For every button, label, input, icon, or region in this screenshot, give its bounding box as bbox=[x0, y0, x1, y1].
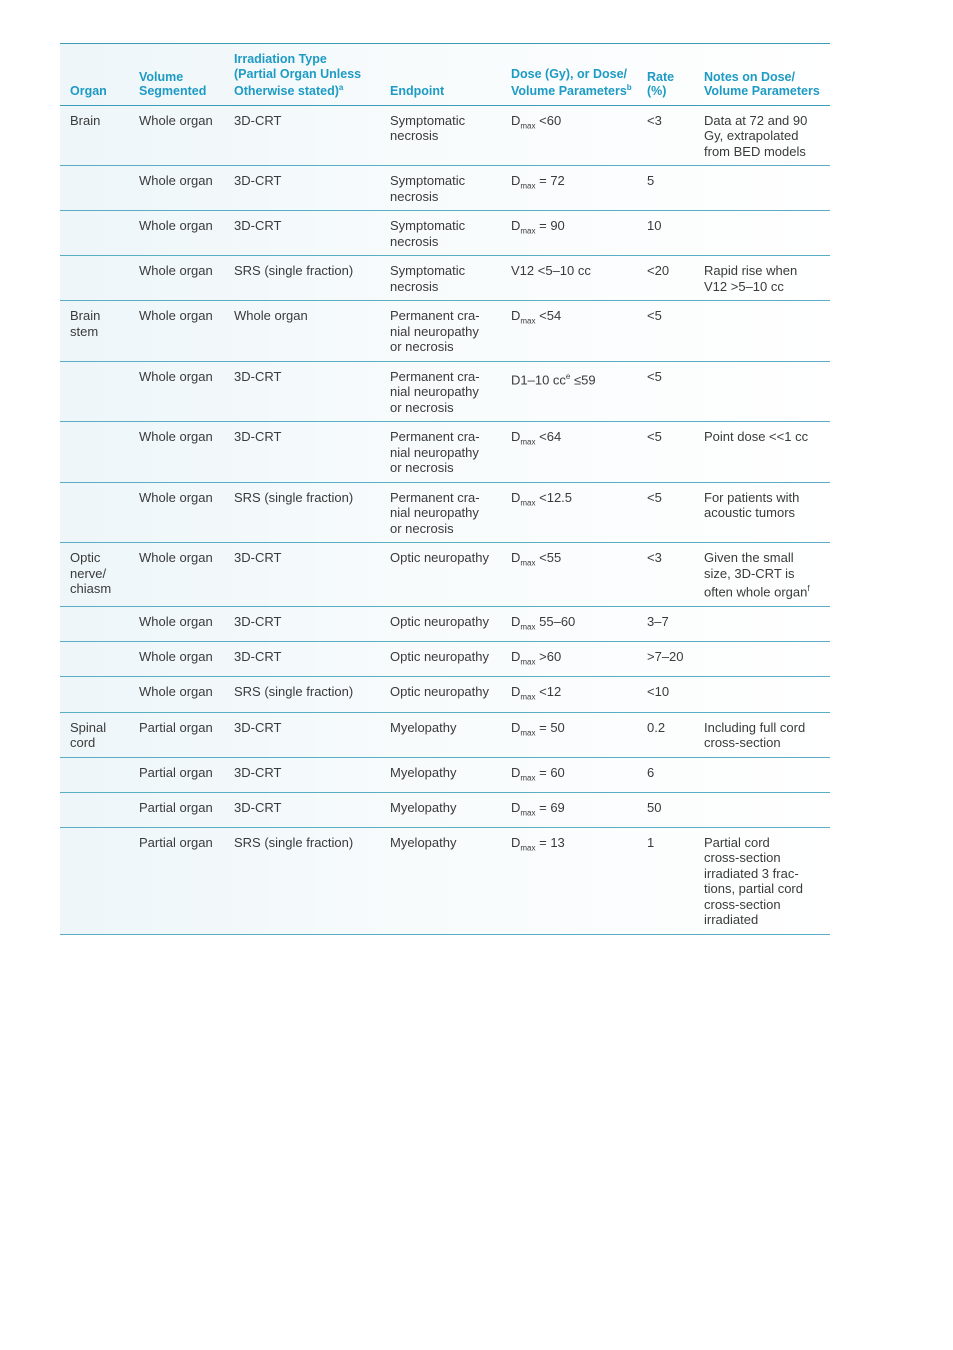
cell-notes-text: Data at 72 and 90 Gy, extrapolated from BED models bbox=[704, 112, 808, 159]
cell-irradiation bbox=[224, 712, 380, 757]
cell-dose bbox=[501, 301, 637, 362]
cell-volume-text: Whole organ bbox=[139, 308, 213, 324]
dose-constraints-table-container bbox=[60, 43, 830, 935]
cell-organ bbox=[60, 166, 129, 211]
cell-rate-text: 1 bbox=[647, 834, 655, 850]
cell-dose-subscript: max bbox=[520, 121, 536, 131]
cell-organ bbox=[60, 301, 129, 362]
cell-endpoint bbox=[380, 827, 501, 934]
header-irradiation-type: Irradiation Type (Partial Organ Unless Otherwise stated)$^a$ bbox=[224, 44, 380, 105]
cell-irradiation bbox=[224, 607, 380, 642]
cell-irradiation bbox=[224, 422, 380, 483]
cell-endpoint bbox=[380, 256, 501, 301]
cell-rate-text: <5 bbox=[647, 429, 662, 445]
cell-rate bbox=[637, 642, 694, 677]
cell-dose-main: D bbox=[511, 719, 521, 735]
cell-dose-main: D1–10 cc bbox=[511, 372, 566, 388]
cell-organ-text: Spinal cord bbox=[70, 719, 107, 751]
cell-dose-main: D bbox=[511, 764, 521, 780]
header-irradiation-footnote: a bbox=[338, 83, 344, 93]
cell-notes-text: Partial cord cross-section irradiated 3 frac- tions, partial cord cross-section irradiated bbox=[704, 834, 803, 928]
cell-volume bbox=[129, 712, 224, 757]
cell-dose-subscript: max bbox=[520, 317, 536, 327]
cell-irradiation bbox=[224, 256, 380, 301]
cell-endpoint-text: Optic neuropathy bbox=[390, 649, 490, 665]
cell-notes bbox=[694, 256, 830, 301]
cell-volume bbox=[129, 211, 224, 256]
cell-notes bbox=[694, 422, 830, 483]
header-dose-footnote: b bbox=[626, 83, 632, 93]
table-row bbox=[60, 827, 830, 934]
cell-irradiation-text: 3D-CRT bbox=[234, 218, 282, 234]
cell-dose-value: <60 bbox=[535, 112, 562, 128]
cell-volume bbox=[129, 543, 224, 607]
cell-dose bbox=[501, 166, 637, 211]
cell-irradiation bbox=[224, 211, 380, 256]
cell-notes bbox=[694, 677, 830, 712]
cell-dose-superscript: e bbox=[565, 371, 571, 381]
cell-dose-main: D bbox=[511, 614, 521, 630]
cell-dose-subscript: max bbox=[520, 843, 536, 853]
cell-rate bbox=[637, 211, 694, 256]
cell-notes bbox=[694, 827, 830, 934]
cell-irradiation bbox=[224, 543, 380, 607]
cell-dose-main: D bbox=[511, 112, 521, 128]
cell-dose bbox=[501, 543, 637, 607]
cell-dose-subscript: max bbox=[520, 808, 536, 818]
cell-volume-text: Whole organ bbox=[139, 614, 213, 630]
cell-dose-value: ≤59 bbox=[570, 372, 596, 388]
cell-notes bbox=[694, 642, 830, 677]
cell-endpoint-text: Permanent cra- nial neuropathy or necrosis bbox=[390, 429, 480, 476]
cell-rate bbox=[637, 301, 694, 362]
cell-rate-text: 5 bbox=[647, 173, 655, 189]
cell-dose-main: V12 <5–10 cc bbox=[511, 263, 591, 279]
cell-endpoint bbox=[380, 792, 501, 827]
cell-rate bbox=[637, 166, 694, 211]
cell-volume-text: Partial organ bbox=[139, 719, 213, 735]
cell-volume bbox=[129, 105, 224, 166]
header-endpoint: Endpoint bbox=[380, 44, 501, 105]
cell-endpoint bbox=[380, 712, 501, 757]
header-rate: Rate (%) bbox=[637, 44, 694, 105]
cell-dose-subscript: max bbox=[520, 182, 536, 192]
cell-endpoint-text: Optic neuropathy bbox=[390, 614, 490, 630]
cell-endpoint bbox=[380, 422, 501, 483]
table-row bbox=[60, 757, 830, 792]
cell-dose-subscript: max bbox=[520, 657, 536, 667]
cell-dose bbox=[501, 482, 637, 543]
cell-irradiation-text: SRS (single fraction) bbox=[234, 489, 354, 505]
cell-volume bbox=[129, 301, 224, 362]
cell-irradiation-text: SRS (single fraction) bbox=[234, 263, 354, 279]
cell-organ bbox=[60, 256, 129, 301]
cell-endpoint-text: Optic neuropathy bbox=[390, 684, 490, 700]
cell-rate-text: >7–20 bbox=[647, 649, 684, 665]
cell-dose bbox=[501, 422, 637, 483]
cell-dose-main: D bbox=[511, 489, 521, 505]
cell-notes-superscript: f bbox=[807, 584, 810, 594]
cell-organ bbox=[60, 827, 129, 934]
cell-dose-subscript: max bbox=[520, 693, 536, 703]
cell-dose-value: = 69 bbox=[535, 799, 565, 815]
cell-rate bbox=[637, 422, 694, 483]
cell-notes-text: Point dose <<1 cc bbox=[704, 429, 809, 445]
cell-dose-value: >60 bbox=[535, 649, 562, 665]
cell-endpoint-text: Symptomatic necrosis bbox=[390, 173, 466, 204]
cell-volume-text: Whole organ bbox=[139, 684, 213, 700]
table-row bbox=[60, 543, 830, 607]
cell-endpoint-text: Myelopathy bbox=[390, 799, 457, 815]
cell-volume bbox=[129, 482, 224, 543]
cell-organ bbox=[60, 211, 129, 256]
cell-notes bbox=[694, 757, 830, 792]
cell-dose-value: <12.5 bbox=[535, 489, 573, 505]
cell-endpoint-text: Permanent cra- nial neuropathy or necrosis bbox=[390, 308, 480, 355]
cell-irradiation bbox=[224, 105, 380, 166]
table-row bbox=[60, 677, 830, 712]
cell-endpoint bbox=[380, 361, 501, 422]
cell-dose bbox=[501, 677, 637, 712]
cell-rate-text: <20 bbox=[647, 263, 670, 279]
cell-organ bbox=[60, 422, 129, 483]
cell-irradiation-text: 3D-CRT bbox=[234, 173, 282, 189]
cell-rate bbox=[637, 105, 694, 166]
cell-irradiation-text: Whole organ bbox=[234, 308, 308, 324]
cell-dose bbox=[501, 712, 637, 757]
cell-rate bbox=[637, 792, 694, 827]
cell-rate bbox=[637, 827, 694, 934]
cell-dose-value: = 50 bbox=[535, 719, 565, 735]
cell-rate-text: <5 bbox=[647, 489, 662, 505]
cell-rate-text: 6 bbox=[647, 764, 655, 780]
cell-volume-text: Whole organ bbox=[139, 429, 213, 445]
cell-endpoint-text: Symptomatic necrosis bbox=[390, 263, 466, 294]
cell-notes bbox=[694, 607, 830, 642]
cell-irradiation bbox=[224, 301, 380, 362]
cell-dose-main: D bbox=[511, 173, 521, 189]
cell-irradiation-text: 3D-CRT bbox=[234, 649, 282, 665]
cell-dose-main: D bbox=[511, 550, 521, 566]
cell-dose-value: = 90 bbox=[535, 218, 565, 234]
cell-organ bbox=[60, 792, 129, 827]
cell-endpoint bbox=[380, 757, 501, 792]
cell-organ-text: Brain stem bbox=[70, 308, 101, 339]
cell-rate bbox=[637, 757, 694, 792]
cell-endpoint-text: Myelopathy bbox=[390, 764, 457, 780]
cell-dose-main: D bbox=[511, 684, 521, 700]
cell-rate-text: 10 bbox=[647, 218, 662, 234]
cell-dose-value: <54 bbox=[535, 308, 562, 324]
cell-dose-value: 55–60 bbox=[535, 614, 576, 630]
cell-dose-value: = 60 bbox=[535, 764, 565, 780]
cell-dose-subscript: max bbox=[520, 227, 536, 237]
cell-volume bbox=[129, 607, 224, 642]
cell-volume bbox=[129, 422, 224, 483]
cell-organ bbox=[60, 712, 129, 757]
cell-dose-subscript: max bbox=[520, 438, 536, 448]
cell-irradiation-text: 3D-CRT bbox=[234, 368, 282, 384]
cell-volume-text: Whole organ bbox=[139, 218, 213, 234]
cell-organ-text: Brain bbox=[70, 112, 101, 128]
cell-rate bbox=[637, 543, 694, 607]
cell-endpoint-text: Myelopathy bbox=[390, 719, 457, 735]
cell-dose-subscript: max bbox=[520, 559, 536, 569]
cell-organ bbox=[60, 361, 129, 422]
cell-dose-subscript: max bbox=[520, 622, 536, 632]
cell-volume bbox=[129, 677, 224, 712]
cell-dose-value: = 13 bbox=[535, 834, 565, 850]
cell-organ bbox=[60, 543, 129, 607]
cell-volume-text: Partial organ bbox=[139, 764, 213, 780]
header-volume-segmented: Volume Segmented bbox=[129, 44, 224, 105]
cell-irradiation bbox=[224, 361, 380, 422]
cell-dose bbox=[501, 792, 637, 827]
cell-rate-text: <5 bbox=[647, 368, 662, 384]
cell-dose-value: <12 bbox=[535, 684, 562, 700]
cell-endpoint bbox=[380, 642, 501, 677]
cell-rate-text: 50 bbox=[647, 799, 662, 815]
cell-irradiation-text: SRS (single fraction) bbox=[234, 684, 354, 700]
cell-rate bbox=[637, 607, 694, 642]
header-notes: Notes on Dose/ Volume Parameters bbox=[694, 44, 830, 105]
cell-rate bbox=[637, 256, 694, 301]
table-row bbox=[60, 482, 830, 543]
cell-endpoint-text: Symptomatic necrosis bbox=[390, 218, 466, 249]
cell-organ bbox=[60, 607, 129, 642]
table-body bbox=[60, 105, 830, 934]
cell-dose-main: D bbox=[511, 308, 521, 324]
cell-dose bbox=[501, 105, 637, 166]
cell-volume bbox=[129, 361, 224, 422]
cell-volume bbox=[129, 642, 224, 677]
table-row bbox=[60, 792, 830, 827]
header-dose: Dose (Gy), or Dose/ Volume Parameters$^b$ bbox=[501, 44, 637, 105]
table-row bbox=[60, 211, 830, 256]
table-row bbox=[60, 301, 830, 362]
dose-constraints-table bbox=[60, 44, 830, 935]
cell-rate-text: 3–7 bbox=[647, 614, 669, 630]
cell-notes bbox=[694, 712, 830, 757]
cell-organ bbox=[60, 642, 129, 677]
cell-endpoint bbox=[380, 105, 501, 166]
cell-endpoint bbox=[380, 543, 501, 607]
cell-notes bbox=[694, 211, 830, 256]
cell-endpoint-text: Myelopathy bbox=[390, 834, 457, 850]
cell-volume-text: Partial organ bbox=[139, 799, 213, 815]
cell-dose bbox=[501, 757, 637, 792]
cell-notes bbox=[694, 166, 830, 211]
cell-dose-main: D bbox=[511, 649, 521, 665]
cell-endpoint-text: Optic neuropathy bbox=[390, 550, 490, 566]
cell-notes bbox=[694, 105, 830, 166]
cell-irradiation-text: 3D-CRT bbox=[234, 764, 282, 780]
cell-organ bbox=[60, 482, 129, 543]
table-row bbox=[60, 361, 830, 422]
cell-organ-text: Optic nerve/ chiasm bbox=[70, 550, 112, 597]
cell-rate-text: <3 bbox=[647, 112, 662, 128]
cell-notes bbox=[694, 482, 830, 543]
cell-organ bbox=[60, 105, 129, 166]
cell-rate-text: <10 bbox=[647, 684, 670, 700]
table-row bbox=[60, 256, 830, 301]
cell-irradiation bbox=[224, 166, 380, 211]
cell-irradiation bbox=[224, 792, 380, 827]
cell-rate bbox=[637, 361, 694, 422]
cell-dose bbox=[501, 256, 637, 301]
cell-volume bbox=[129, 166, 224, 211]
cell-volume-text: Whole organ bbox=[139, 173, 213, 189]
table-row bbox=[60, 607, 830, 642]
cell-organ bbox=[60, 677, 129, 712]
cell-irradiation-text: 3D-CRT bbox=[234, 112, 282, 128]
cell-rate-text: <3 bbox=[647, 550, 662, 566]
cell-dose-main: D bbox=[511, 218, 521, 234]
cell-endpoint bbox=[380, 301, 501, 362]
cell-volume-text: Partial organ bbox=[139, 834, 213, 850]
cell-irradiation bbox=[224, 827, 380, 934]
cell-notes bbox=[694, 361, 830, 422]
cell-dose-main: D bbox=[511, 834, 521, 850]
cell-irradiation-text: 3D-CRT bbox=[234, 799, 282, 815]
cell-dose-value: <64 bbox=[535, 429, 562, 445]
header-row bbox=[60, 44, 830, 105]
cell-irradiation bbox=[224, 642, 380, 677]
cell-rate-text: <5 bbox=[647, 308, 662, 324]
cell-irradiation-text: 3D-CRT bbox=[234, 429, 282, 445]
header-organ: Organ bbox=[60, 44, 129, 105]
cell-notes bbox=[694, 543, 830, 607]
cell-irradiation-text: 3D-CRT bbox=[234, 550, 282, 566]
cell-dose bbox=[501, 211, 637, 256]
cell-volume bbox=[129, 757, 224, 792]
cell-rate bbox=[637, 712, 694, 757]
cell-dose-subscript: max bbox=[520, 728, 536, 738]
cell-volume bbox=[129, 827, 224, 934]
cell-dose bbox=[501, 607, 637, 642]
cell-irradiation bbox=[224, 677, 380, 712]
cell-irradiation-text: 3D-CRT bbox=[234, 719, 282, 735]
cell-dose bbox=[501, 361, 637, 422]
cell-endpoint bbox=[380, 677, 501, 712]
cell-rate bbox=[637, 677, 694, 712]
cell-irradiation-text: 3D-CRT bbox=[234, 614, 282, 630]
cell-rate-text: 0.2 bbox=[647, 719, 666, 735]
cell-dose-value: = 72 bbox=[535, 173, 565, 189]
cell-endpoint bbox=[380, 211, 501, 256]
cell-dose-subscript: max bbox=[520, 773, 536, 783]
cell-endpoint-text: Permanent cra- nial neuropathy or necrosis bbox=[390, 489, 480, 536]
cell-organ bbox=[60, 757, 129, 792]
cell-dose-subscript: max bbox=[520, 498, 536, 508]
cell-notes-text: For patients with acoustic tumors bbox=[704, 489, 800, 521]
cell-volume-text: Whole organ bbox=[139, 649, 213, 665]
cell-volume bbox=[129, 256, 224, 301]
cell-dose bbox=[501, 827, 637, 934]
cell-notes bbox=[694, 792, 830, 827]
table-row bbox=[60, 166, 830, 211]
cell-endpoint bbox=[380, 607, 501, 642]
cell-notes-text: Rapid rise when V12 >5–10 cc bbox=[704, 263, 798, 294]
cell-dose bbox=[501, 642, 637, 677]
cell-volume-text: Whole organ bbox=[139, 263, 213, 279]
cell-notes-text: Given the small size, 3D-CRT is often whole organ bbox=[704, 550, 808, 600]
cell-volume-text: Whole organ bbox=[139, 550, 213, 566]
cell-volume-text: Whole organ bbox=[139, 112, 213, 128]
cell-volume-text: Whole organ bbox=[139, 489, 213, 505]
cell-notes bbox=[694, 301, 830, 362]
cell-volume bbox=[129, 792, 224, 827]
table-row bbox=[60, 422, 830, 483]
cell-endpoint-text: Symptomatic necrosis bbox=[390, 112, 466, 144]
cell-volume-text: Whole organ bbox=[139, 368, 213, 384]
table-row bbox=[60, 712, 830, 757]
cell-endpoint bbox=[380, 482, 501, 543]
cell-irradiation-text: SRS (single fraction) bbox=[234, 834, 354, 850]
cell-notes-text: Including full cord cross-section bbox=[704, 719, 806, 751]
cell-dose-main: D bbox=[511, 429, 521, 445]
cell-irradiation bbox=[224, 482, 380, 543]
table-row bbox=[60, 105, 830, 166]
cell-dose-value: <55 bbox=[535, 550, 562, 566]
cell-dose-main: D bbox=[511, 799, 521, 815]
cell-endpoint-text: Permanent cra- nial neuropathy or necrosis bbox=[390, 368, 480, 415]
cell-rate bbox=[637, 482, 694, 543]
table-row bbox=[60, 642, 830, 677]
cell-irradiation bbox=[224, 757, 380, 792]
cell-endpoint bbox=[380, 166, 501, 211]
